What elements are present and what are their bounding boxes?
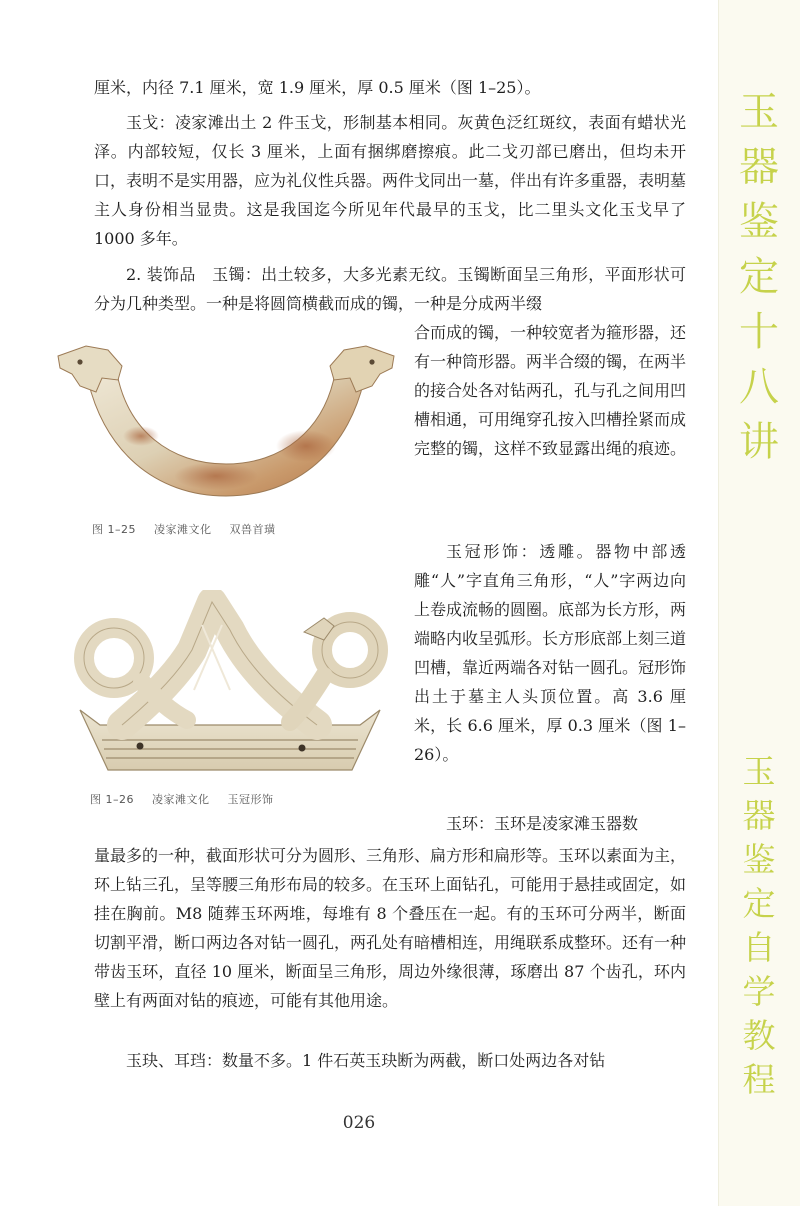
title-char: 定 [739, 254, 779, 300]
page-number: 026 [342, 1113, 376, 1133]
subtitle-char: 定 [742, 884, 776, 923]
subtitle-char: 器 [742, 796, 776, 835]
title-char: 玉 [739, 89, 779, 135]
figure-title: 双兽首璜 [229, 523, 276, 536]
figure-1-26-caption [90, 791, 274, 807]
paragraph-jade-ring-start: 玉环：玉环是凌家滩玉器数 [446, 814, 639, 833]
paragraph-jade-ge: 玉戈：凌家滩出土 2 件玉戈，形制基本相同。灰黄色泛红斑纹，表面有蜡状光泽。内部较短，仅长 3 厘米，上面有捆绑磨擦痕。此二戈刃部已磨出，但均未开口，表明不是实用器，应为礼仪性兵器。两件戈同出一墓，伴出有许多重器，表明墓主人身份相当显贵。这是我国迄今所见年代最早的玉戈，比二里头文化玉戈早了 1000 多年。 [94, 113, 687, 248]
title-char: 讲 [739, 419, 779, 465]
paragraph-jade-ring: 量最多的一种，截面形状可分为圆形、三角形、扁方形和扁形等。玉环以素面为主，环上钻三孔，呈等腰三角形布局的较多。在玉环上面钻孔，可能用于悬挂或固定，如挂在胸前。M8 随葬玉环两堆，每堆有 8 个叠压在一起。有的玉环可分两半，断面切割平滑，断口两边各对钻一圆孔，两孔处有暗槽相连，用绳联系成整环。还有一种带齿玉环，直径 10 厘米，断面呈三角形，周边外缘很薄，琢磨出 87 个齿孔，环内壁上有两面对钻的痕迹，可能有其他用途。 [94, 846, 687, 1010]
subtitle-char: 程 [742, 1060, 776, 1099]
paragraph-crown-ornament: 玉冠形饰：透雕。器物中部透雕“人”字直角三角形，“人”字两边向上卷成流畅的圆圈。底部为长方形，两端略内收呈弧形。长方形底部上刻三道凹槽，靠近两端各对钻一圆孔。冠形饰出土于墓主人头顶位置。高 3.6 厘米，长 6.6 厘米，厚 0.3 厘米（图 1–26）。 [414, 542, 687, 764]
figure-number: 图 1–26 [90, 793, 134, 806]
book-subtitle-vertical [718, 752, 800, 1107]
subtitle-char: 学 [742, 972, 776, 1011]
subtitle-char: 自 [742, 928, 776, 967]
title-char: 器 [739, 144, 779, 190]
title-char: 鉴 [739, 199, 779, 245]
figure-culture: 凌家滩文化 [154, 523, 212, 536]
figure-culture: 凌家滩文化 [152, 793, 210, 806]
subtitle-char: 教 [742, 1016, 776, 1055]
title-char: 十 [739, 309, 779, 355]
figure-1-25-caption [92, 521, 276, 537]
subtitle-char: 玉 [742, 752, 776, 791]
subtitle-char: 鉴 [742, 840, 776, 879]
figure-title: 玉冠形饰 [227, 793, 274, 806]
paragraph-jue-earring: 玉玦、耳珰：数量不多。1 件石英玉玦断为两截，断口处两边各对钻 [126, 1051, 606, 1070]
book-title-vertical [718, 89, 800, 477]
paragraph-bracelet-cont: 合而成的镯，一种较宽者为箍形器，还有一种筒形器。两半合缀的镯，在两半的接合处各对钻两孔，孔与孔之间用凹槽相通，可用绳穿孔按入凹槽拴紧而成完整的镯，这样不致显露出绳的痕迹。 [414, 323, 687, 458]
figure-1-26-image [62, 590, 398, 780]
title-char: 八 [739, 364, 779, 410]
paragraph-ornaments: 2. 装饰品 玉镯：出土较多，大多光素无纹。玉镯断面呈三角形，平面形状可分为几种类型。一种是将圆筒横截而成的镯，一种是分成两半缀 [94, 265, 686, 313]
figure-1-25-image [56, 336, 396, 516]
figure-number: 图 1–25 [92, 523, 136, 536]
paragraph-continued: 厘米，内径 7.1 厘米，宽 1.9 厘米，厚 0.5 厘米（图 1–25）。 [94, 78, 541, 97]
